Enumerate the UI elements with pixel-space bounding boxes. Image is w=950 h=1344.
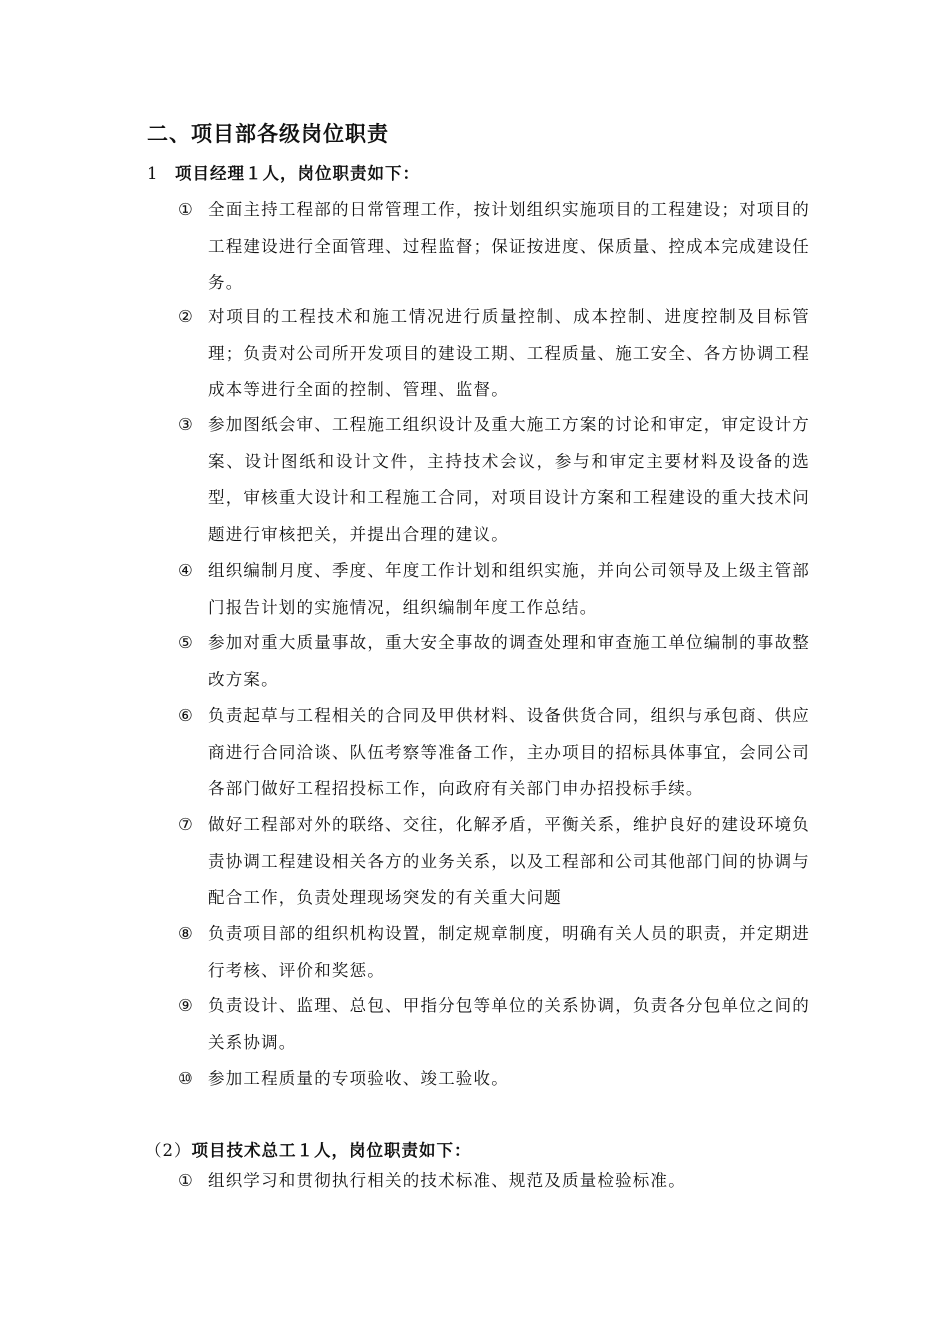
duty-text: 参加对重大质量事故，重大安全事故的调查处理和审查施工单位编制的事故整改方案。: [208, 633, 810, 689]
duty-item: [178, 1061, 810, 1098]
duty-marker: ⑧: [178, 924, 194, 943]
role-heading-project-manager: [147, 160, 420, 184]
duty-marker: ⑩: [178, 1069, 194, 1088]
role-heading-text: 项目技术总工１人，岗位职责如下：: [191, 1141, 472, 1160]
duty-marker: ⑤: [178, 633, 194, 652]
duty-text: 负责起草与工程相关的合同及甲供材料、设备供货合同，组织与承包商、供应商进行合同洽谈、队伍考察等准备工作，主办项目的招标具体事宜，会同公司各部门做好工程招投标工作，向政府有关部门申办招投标手续。: [208, 706, 810, 798]
duty-marker: ①: [178, 1171, 194, 1190]
duty-text: 参加工程质量的专项验收、竣工验收。: [208, 1069, 509, 1088]
duty-text: 组织编制月度、季度、年度工作计划和组织实施，并向公司领导及上级主管部门报告计划的实施情况，组织编制年度工作总结。: [208, 561, 810, 617]
duty-item: [178, 988, 810, 1061]
section-title: 二、项目部各级岗位职责: [147, 122, 389, 146]
duty-marker: ⑥: [178, 706, 194, 725]
duty-text: 参加图纸会审、工程施工组织设计及重大施工方案的讨论和审定，审定设计方案、设计图纸和设计文件，主持技术会议，参与和审定主要材料及设备的选型，审核重大设计和工程施工合同，对项目设计方案和工程建设的重大技术问题进行审核把关，并提出合理的建议。: [208, 415, 810, 544]
duty-item: [178, 807, 810, 917]
duty-marker: ②: [178, 307, 194, 326]
role-number: 1: [147, 164, 159, 183]
duty-item: [178, 698, 810, 808]
duty-text: 负责设计、监理、总包、甲指分包等单位的关系协调，负责各分包单位之间的关系协调。: [208, 996, 810, 1052]
duty-text: 全面主持工程部的日常管理工作，按计划组织实施项目的工程建设；对项目的工程建设进行全面管理、过程监督；保证按进度、保质量、控成本完成建设任务。: [208, 200, 810, 292]
duty-text: 负责项目部的组织机构设置，制定规章制度，明确有关人员的职责，并定期进行考核、评价和奖惩。: [208, 924, 810, 980]
duty-item: [178, 1163, 810, 1200]
duty-marker: ①: [178, 200, 194, 219]
duty-item: [178, 192, 810, 302]
duty-text: 做好工程部对外的联络、交往，化解矛盾，平衡关系，维护良好的建设环境负责协调工程建设相关各方的业务关系，以及工程部和公司其他部门间的协调与配合工作，负责处理现场突发的有关重大问题: [208, 815, 810, 907]
duty-item: [178, 625, 810, 698]
duty-item: [178, 553, 810, 626]
duty-marker: ⑦: [178, 815, 194, 834]
duty-item: [178, 299, 810, 409]
role-heading-text: 项目经理１人，岗位职责如下：: [175, 164, 420, 183]
duty-text: 组织学习和贯彻执行相关的技术标准、规范及质量检验标准。: [208, 1171, 686, 1190]
duty-marker: ⑨: [178, 996, 194, 1015]
role-heading-technical-chief: [145, 1137, 472, 1161]
duty-text: 对项目的工程技术和施工情况进行质量控制、成本控制、进度控制及目标管理；负责对公司所开发项目的建设工期、工程质量、施工安全、各方协调工程成本等进行全面的控制、管理、监督。: [208, 307, 810, 399]
duty-item: [178, 407, 810, 553]
duty-marker: ③: [178, 415, 194, 434]
duty-item: [178, 916, 810, 989]
duty-marker: ④: [178, 561, 194, 580]
role-number: （2）: [145, 1141, 192, 1160]
